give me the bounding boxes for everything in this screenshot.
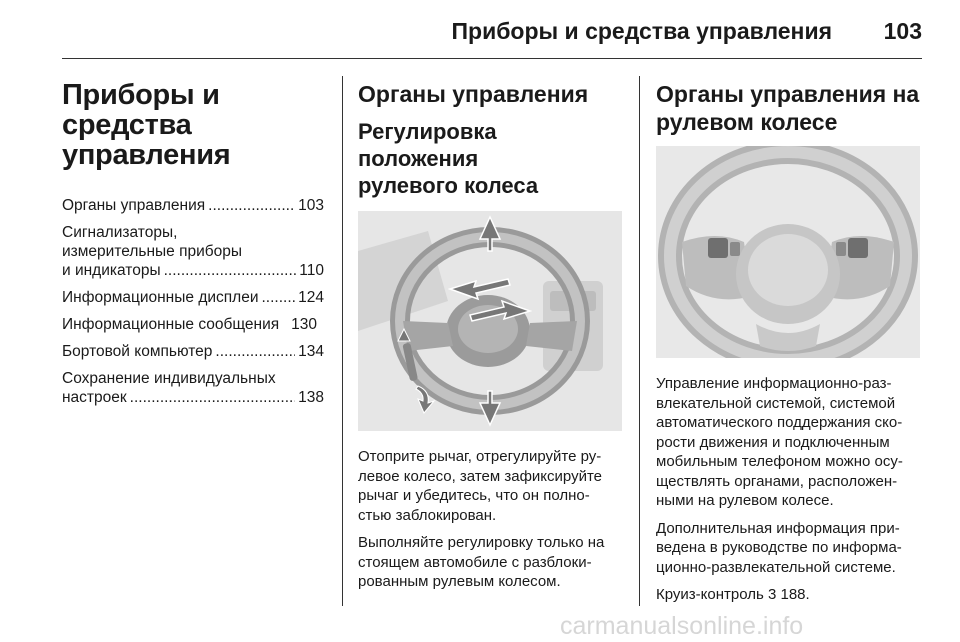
steering-adjust-illustration	[358, 211, 622, 431]
steering-adjust-column	[358, 80, 622, 600]
subsection-heading: Регулировка положения рулевого колеса	[358, 119, 539, 198]
page-number: 103	[883, 18, 922, 44]
column-divider-1	[342, 76, 343, 606]
header-title: Приборы и средства управления	[451, 18, 832, 44]
adjust-instruction-paragraph: Отоприте рычаг, отрегулируйте ру- левое колесо, затем зафиксируйте рычаг и убедитесь, что он полно- стью заблокирован.	[358, 448, 602, 524]
section-heading: Органы управления на рулевом колесе	[656, 81, 920, 135]
toc-entry[interactable]: Информационные сообщения 130	[62, 316, 318, 333]
chapter-title: Приборы и средства управления	[62, 79, 231, 171]
steering-wheel-adjust-icon	[358, 211, 622, 431]
infotainment-reference-paragraph: Дополнительная информация при- ведена в руководстве по информа- ционно-развлекательной системе.	[656, 519, 902, 576]
arrow-icon: 3	[767, 586, 777, 603]
controls-description-paragraph: Управление информационно-раз- влекательной системой, системой автоматического поддержания ско- рости движения и подключенным мобильным телефоном можно осу- ществлять органами, расположен- ными на рулевом колесе.	[656, 375, 903, 509]
steering-controls-column	[656, 80, 922, 613]
toc-entry[interactable]: Информационные дисплеи ..... 124	[62, 288, 324, 307]
section-heading: Органы управления	[358, 81, 589, 107]
cruise-control-reference[interactable]: Круиз-контроль 3 188.	[656, 586, 810, 603]
steering-wheel-icon	[656, 146, 920, 358]
toc-entry[interactable]: Сигнализаторы, измерительные приборы и индикаторы ..... 110	[62, 223, 324, 280]
steering-controls-illustration	[656, 146, 920, 358]
table-of-contents	[62, 196, 324, 407]
toc-entry[interactable]: Органы управления ..... 103	[62, 196, 324, 215]
toc-entry[interactable]: Бортовой компьютер ..... 134	[62, 342, 324, 361]
column-divider-2	[639, 76, 640, 606]
header-divider	[62, 58, 922, 59]
toc-column	[62, 80, 324, 415]
toc-entry[interactable]: Сохранение индивидуальных настроек ..... 138	[62, 369, 324, 407]
watermark: carmanualsonline.info	[560, 612, 804, 640]
adjust-warning-paragraph: Выполняйте регулировку только на стоящем автомобиле с разблоки- рованным рулевым колесом.	[358, 534, 605, 590]
